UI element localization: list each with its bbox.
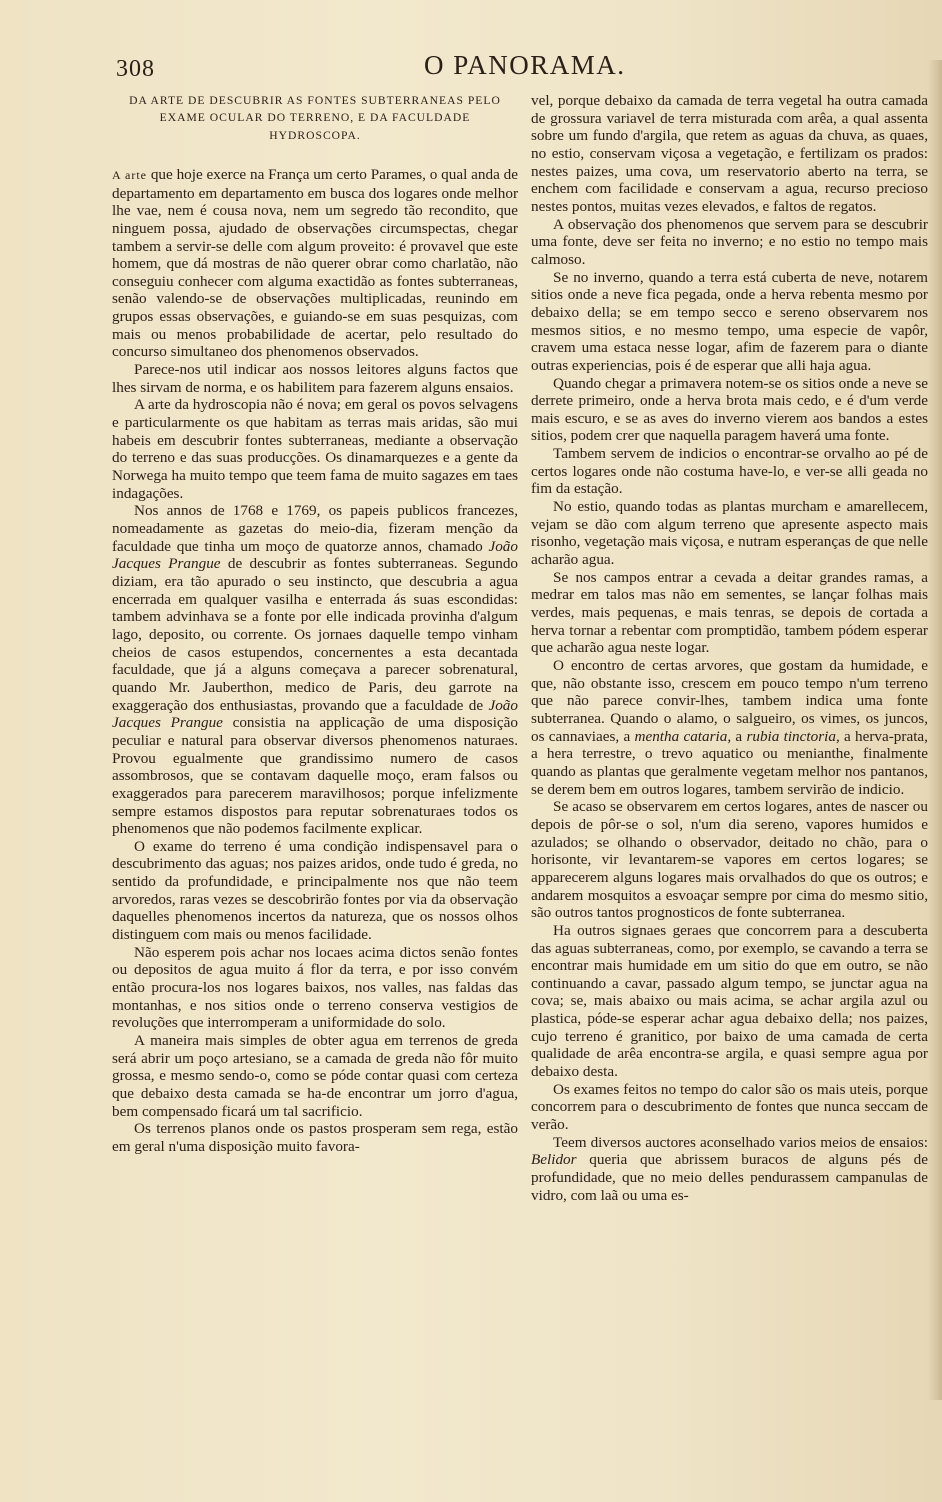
person-name: João Jacques Prangue	[112, 537, 518, 573]
paragraph: Parece-nos util indicar aos nossos leitores alguns factos que lhes sirvam de norma, e os habilitem para fazerem alguns ensaios.	[112, 361, 518, 396]
paragraph: O encontro de certas arvores, que gostam da humidade, e que, não obstante isso, crescem em pouco tempo n'um terreno que não parece convir-lhes, tambem indica uma fonte subterranea. Quando o alamo, o salgueiro, os vimes, os juncos, os cannaviaes, a mentha cataria, a rubia tinctoria, a herva-prata, a hera terrestre, o trevo aquatico ou menianthe, finalmente quando as plantas que geralmente vegetam melhor nos pantanos, se derem bem em outros logares, tambem servirão de indicio.	[531, 657, 928, 798]
column-left	[112, 92, 518, 1156]
paragraph: Teem diversos auctores aconselhado varios meios de ensaios: Belidor queria que abrissem buracos de alguns pés de profundidade, que no meio delles pendurassem campanulas de vidro, com laã ou uma es-	[531, 1133, 928, 1204]
plant-name: rubia tinctoria	[746, 727, 836, 745]
column-right	[531, 92, 928, 1204]
paragraph: Não esperem pois achar nos locaes acima dictos senão fontes ou depositos de agua muito á flor da terra, e por isso convém então procura-los nos logares baixos, nos valles, nas faldas das montanhas, e nos sitios onde o terreno conserva vestigios de revoluções que interromperam a uniformidade do solo.	[112, 943, 518, 1032]
page-edge-shadow	[928, 60, 942, 1400]
paragraph: Os terrenos planos onde os pastos prosperam sem rega, estão em geral n'uma disposição muito favora-	[112, 1120, 518, 1155]
paragraph: Se nos campos entrar a cevada a deitar grandes ramas, a medrar em talos mas não em sementes, se lançar folhas mais verdes, mais pequenas, e mais tenras, se depois de cortada a herva tornar a rebentar com promptidão, tambem pódem esperar que acharão agua neste logar.	[531, 568, 928, 657]
paragraph: A maneira mais simples de obter agua em terrenos de greda será abrir um poço artesiano, se a camada de greda não fôr muito grossa, e mesmo sendo-o, como se póde contar quasi com certeza que debaixo desta camada se ha-de encontrar um jorro d'agua, bem compensado ficará um tal sacrificio.	[112, 1032, 518, 1120]
paragraph: Se no inverno, quando a terra está cuberta de neve, notarem sitios onde a neve fica pegada, onde a herva rebenta mesmo por debaixo della; se em tempo secco e sereno observarem nos mesmos sitios, e no mesmo tempo, uma especie de vapôr, cravem uma estaca nesse logar, afim de fazerem para o diante outras experiencias, pois é de esperar que alli haja agua.	[531, 268, 928, 374]
plant-name: mentha cataria	[634, 727, 728, 745]
lead-words: A arte	[112, 167, 148, 182]
paragraph: Quando chegar a primavera notem-se os sitios onde a neve se derrete primeiro, onde a herva brota mais cedo, e é d'um verde mais escuro, e se as aves do inverno vierem aos bandos a estes sitios, podem crer que naquella paragem haverá uma fonte.	[531, 374, 928, 445]
page-header	[112, 50, 630, 86]
paragraph: Se acaso se observarem em certos logares, antes de nascer ou depois de pôr-se o sol, n'um dia sereno, vapores humidos e azulados; se olhando o observador, deitado no chão, para o horisonte, vir levantarem-se vapores em certos logares; se apparecerem alguns logares mais orvalhados do que os outros; e andarem mosquitos a esvoaçar sempre por cima do mesmo sitio, são outros tantos prognosticos de fonte subterranea.	[531, 798, 928, 922]
paragraph: Tambem servem de indicios o encontrar-se orvalho ao pé de certos logares onde não costuma have-lo, e ver-se alli geada no fim da estação.	[531, 445, 928, 498]
running-title: O PANORAMA.	[424, 50, 626, 80]
paragraph: Os exames feitos no tempo do calor são os mais uteis, porque concorrem para o descubrimento de fontes que nunca seccam de verão.	[531, 1080, 928, 1134]
paragraph: A arte da hydroscopia não é nova; em geral os povos selvagens e particularmente os que habitam as terras mais aridas, são mui habeis em descubrir fontes subterraneas, mediante a observação do terreno e das suas producções. Os dinamarquezes e a gente da Norwega ha muito tempo que teem fama de muito sagazes em taes indagações.	[112, 396, 518, 502]
paragraph: Ha outros signaes geraes que concorrem para a descuberta das aguas subterraneas, como, por exemplo, se cavando a terra se encontrar mais humidade em um sitio do que em outro, se não continuando a cavar, passado algum tempo, se junctar agua na cova; se, mais abaixo ou mais acima, se achar argila azul ou plastica, póde-se esperar achar agua debaixo della; nos paizes, cujo terreno é granitico, por baixo de uma camada de certa qualidade de arêa encontra-se argila, e quasi sempre agua por debaixo desta.	[531, 921, 928, 1081]
paragraph-continued: vel, porque debaixo da camada de terra vegetal ha outra camada de grossura variavel de terra misturada com arêa, a qual assenta sobre um fundo d'argila, que retem as aguas da chuva, as quaes, no estio, conservam viçosa a vegetação, e fertilizam os prados: nestes paizes, uma cova, um reservatorio aberto na terra, se enchem com facilidade e conservam a agua, recurso precioso nestes pontos, muitas vezes elevados, e faltos de regatos.	[531, 92, 928, 215]
paragraph: No estio, quando todas as plantas murcham e amarellecem, vejam se dão com algum terreno que apresente aspecto mais risonho, vegetação mais viçosa, e nutram esperanças de que nelle acharão agua.	[531, 498, 928, 569]
person-name: João Jacques Prangue	[112, 696, 518, 732]
article-heading: DA ARTE DE DESCUBRIR AS FONTES SUBTERRANEAS PELO EXAME OCULAR DO TERRENO, E DA FACULDADE HYDROSCOPA.	[129, 94, 501, 142]
paragraph: Nos annos de 1768 e 1769, os papeis publicos francezes, nomeadamente as gazetas do meio-dia, fizeram menção da faculdade que tinha um moço de quatorze annos, chamado João Jacques Prangue de descubrir as fontes subterraneas. Segundo diziam, era tão apurado o seu instincto, que descubria a agua encerrada em qualquer vasilha e enterrada ás suas escondidas: tambem advinhava se a fonte por elle indicada provinha d'algum lago, deposito, ou corrente. Os jornaes daquelle tempo vinham cheios de casos estupendos, concernentes a esta decantada faculdade, que já a alguns começava a parecer sobrenatural, quando Mr. Jauberthon, medico de Paris, deu garrote na exaggeração dos enthusiastas, provando que a faculdade de João Jacques Prangue consistia na applicação de uma disposição peculiar e natural para observar diversos phenomenos naturaes. Provou egualmente que grandissimo numero de casos assombrosos, que se contavam daquelle moço, eram falsos ou exaggerados para parecerem maravilhosos; porque infelizmente sempre estamos dispostos para reputar sobrenaturaes todos os phenomenos que não podemos facilmente explicar.	[112, 502, 519, 838]
author-name: Belidor	[531, 1151, 577, 1169]
paragraph: O exame do terreno é uma condição indispensavel para o descubrimento das aguas; nos paizes aridos, onde tudo é greda, no sentido da profundidade, e principalmente nos que não teem arvoredos, raras vezes se descobrirão fontes por via da observação daquelles phenomenos incertos da natureza, que os nossos olhos distinguem com mais ou menos facilidade.	[112, 837, 518, 944]
page-number: 308	[116, 56, 155, 82]
paragraph: A observação dos phenomenos que servem para se descubrir uma fonte, deve ser feita no inverno; e no estio no tempo mais calmoso.	[531, 215, 928, 268]
paragraph: A arte que hoje exerce na França um certo Parames, o qual anda de departamento em departamento em busca dos logares onde melhor lhe vae, nem é cousa nova, nem um segredo tão recondito, que ninguem possa, ajudado de observações circumspectas, chegar tambem a servir-se delle com algum proveito: é provavel que este homem, que dá mostras de não querer obrar como charlatão, não conseguiu conhecer com alguma exactidão as fontes subterraneas, senão valendo-se de observações multiplicadas, reunindo em grupos essas observações, e guiando-se em suas pesquizas, com mais ou menos probabilidade de acertar, pelo resultado do concurso simultaneo dos phenomenos observados.	[112, 165, 518, 361]
